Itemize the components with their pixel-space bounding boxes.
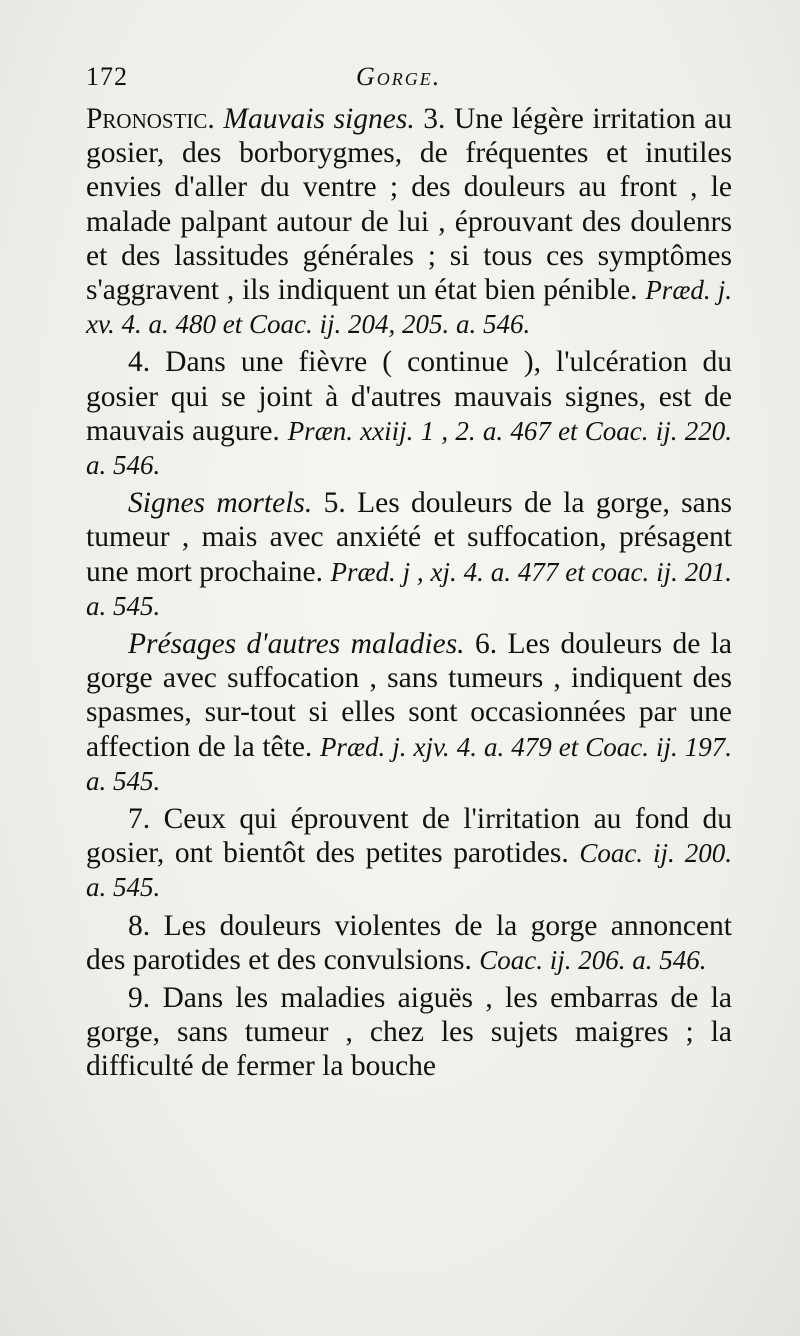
paragraph-heading: Signes mortels.	[128, 487, 313, 520]
paragraph-8	[86, 909, 732, 977]
paragraph-text: 3. Une légère irritation au gosier, des borborygmes, de fréquentes et inutiles envies d'aller du ventre ; des douleurs au front , le malade palpant autour de lui , éprouvant des doulenrs et des lassitudes générales ; si tous ces symptômes s'aggravent , ils indiquent un état bien pénible.	[86, 103, 733, 307]
citation: Coac. ij. 206. a. 546.	[479, 944, 707, 975]
paragraph-heading: Mauvais signes.	[223, 103, 415, 135]
paragraph-text: 9. Dans les maladies aiguës , les embarras de la gorge, sans tumeur , chez les sujets maigres ; la difficulté de fermer la bouche	[86, 982, 732, 1083]
section-label: Pronostic.	[86, 103, 215, 135]
page-header	[86, 62, 730, 96]
running-head: Gorge.	[356, 62, 442, 91]
citation: Præd. j. xv. 4. a. 480 et Coac. ij. 204, 205. a. 546.	[86, 275, 733, 340]
paragraph-heading: Présages d'autres maladies.	[128, 628, 465, 661]
paragraph-9	[86, 981, 732, 1084]
paragraph-7	[86, 802, 732, 905]
paragraph-text: 7. Ceux qui éprouvent de l'irritation au fond du gosier, ont bientôt des petites parotides.	[86, 803, 732, 870]
citation: Coac. ij. 200. a. 545.	[86, 838, 732, 903]
paragraph-text: 8. Les douleurs violentes de la gorge annoncent des parotides et des convulsions.	[86, 909, 732, 976]
citation: Præd. j , xj. 4. a. 477 et coac. ij. 201. a. 545.	[86, 556, 732, 621]
citation: Præn. xxiij. 1 , 2. a. 467 et Coac. ij. 220. a. 546.	[86, 415, 733, 481]
citation: Præd. j. xjv. 4. a. 479 et Coac. ij. 197. a. 545.	[86, 731, 733, 796]
paragraph-6	[86, 627, 732, 798]
page-body	[86, 102, 732, 1088]
paragraph-text: 5. Les douleurs de la gorge, sans tumeur , mais avec anxiété et suffocation, présagent une mort prochaine.	[86, 487, 732, 588]
paragraph-text: 6. Les douleurs de la gorge avec suffocation , sans tumeurs , indiquent des spasmes, sur-tout si elles sont occasionnées par une affection de la tête.	[86, 628, 733, 763]
page-number: 172	[86, 62, 128, 91]
paragraph-3	[86, 102, 732, 341]
paragraph-text: 4. Dans une fièvre ( continue ), l'ulcération du gosier qui se joint à d'autres mauvais signes, est de mauvais augure.	[86, 346, 732, 447]
paragraph-4	[86, 345, 732, 482]
paragraph-5	[86, 486, 732, 623]
